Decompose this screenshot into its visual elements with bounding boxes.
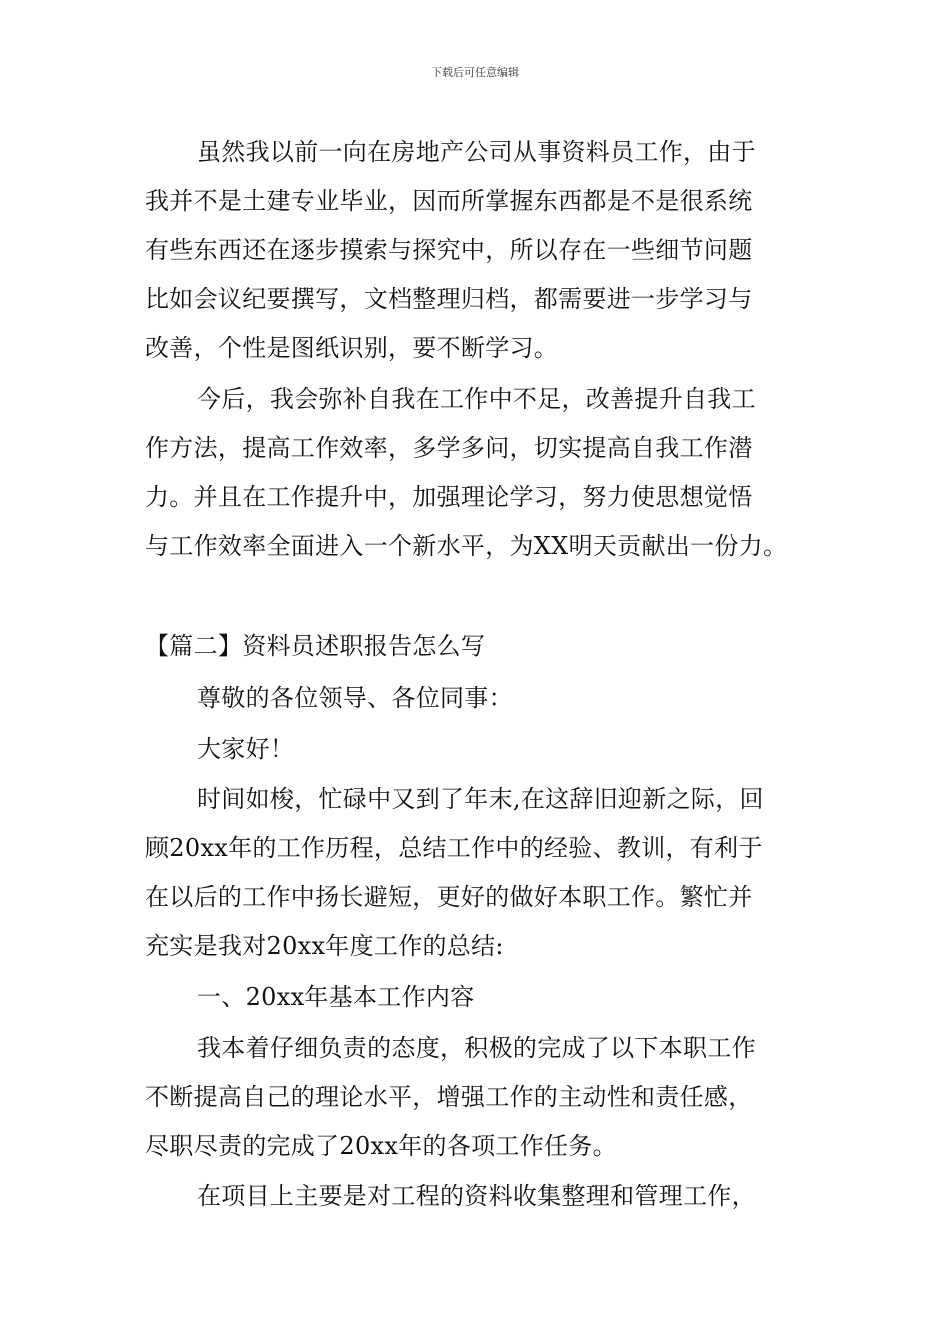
text-line: 今后，我会弥补自我在工作中不足，改善提升自我工 (197, 385, 756, 413)
text-line: 比如会议纪要撰写，文档整理归档，都需要进一步学习与 (145, 285, 753, 313)
text-line: 充实是我对20xx年度工作的总结: (145, 932, 504, 960)
subsection-heading: 一、20xx年基本工作内容 (197, 983, 475, 1011)
text-line: 尽职尽责的完成了20xx年的各项工作任务。 (145, 1132, 617, 1160)
text-line: 作方法，提高工作效率，多学多问，切实提高自我工作潜 (145, 434, 753, 462)
page-header: 下载后可任意编辑 (431, 66, 519, 79)
text-line: 与工作效率全面进入一个新水平，为XX明天贡献出一份力。 (145, 532, 788, 560)
text-line: 力。并且在工作提升中，加强理论学习，努力使思想觉悟 (145, 483, 753, 511)
text-line: 在项目上主要是对工程的资料收集整理和管理工作， (197, 1182, 756, 1210)
section-title: 【篇二】资料员述职报告怎么写 (145, 632, 486, 660)
hello: 大家好！ (197, 735, 295, 763)
text-line: 有些东西还在逐步摸索与探究中，所以存在一些细节问题 (145, 236, 753, 264)
text-line: 时间如梭，忙碌中又到了年末,在这辞旧迎新之际，回 (197, 785, 764, 813)
text-line: 虽然我以前一向在房地产公司从事资料员工作，由于 (197, 138, 756, 166)
text-line: 改善，个性是图纸识别，要不断学习。 (145, 334, 559, 362)
text-line: 不断提高自己的理论水平，增强工作的主动性和责任感， (145, 1083, 753, 1111)
text-line: 顾20xx年的工作历程，总结工作中的经验、教训，有利于 (145, 834, 763, 862)
greeting: 尊敬的各位领导、各位同事： (197, 684, 513, 712)
text-line: 在以后的工作中扬长避短，更好的做好本职工作。繁忙并 (145, 883, 753, 911)
text-line: 我并不是土建专业毕业，因而所掌握东西都是不是很系统 (145, 187, 753, 215)
text-line: 我本着仔细负责的态度，积极的完成了以下本职工作 (197, 1034, 756, 1062)
